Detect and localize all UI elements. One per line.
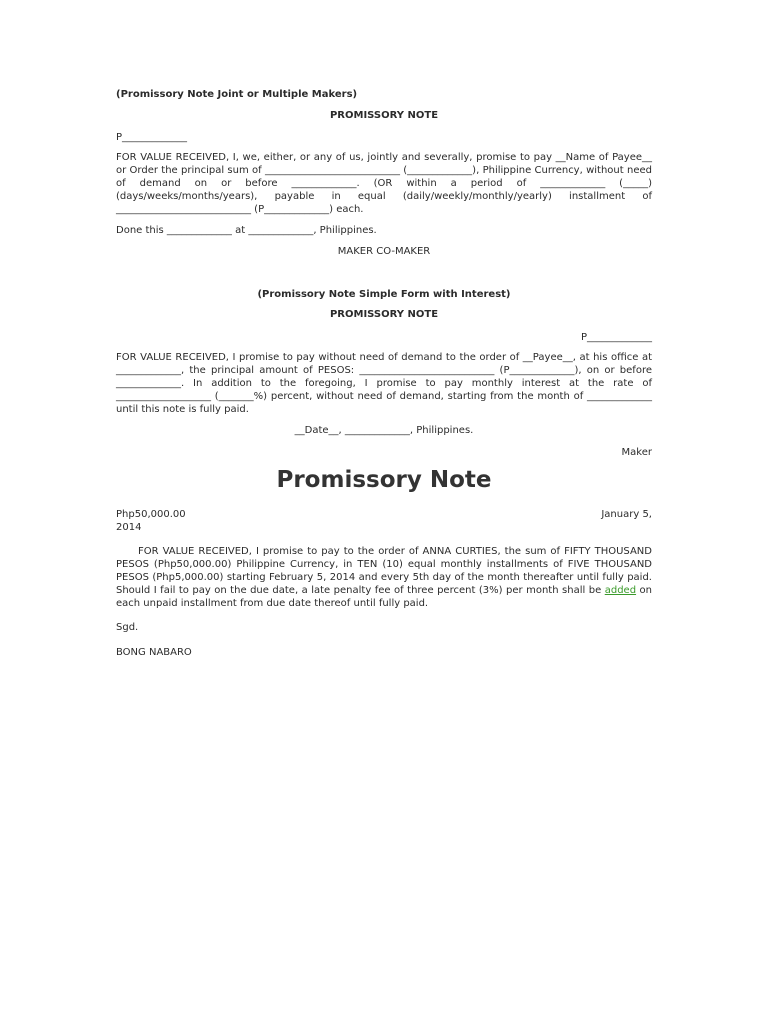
section3-title: Promissory Note [276, 467, 492, 493]
section3-date-year: 2014 [116, 522, 142, 533]
section1-body: FOR VALUE RECEIVED, I, we, either, or any of us, jointly and severally, promise to pay __Name of Payee__ or Order the principal sum of ___________________________ (_____________), Philippine Currency, without need of demand on or before _____________. (OR within a period of _____________ (_____) (days/weeks/months/years), payable in equal (daily/weekly/monthly/yearly) installment of ___________________________ (P_____________) each. [116, 152, 652, 215]
section3-body [116, 545, 652, 610]
section1-signatories: MAKER CO-MAKER [337, 246, 431, 257]
section2-body: FOR VALUE RECEIVED, I promise to pay without need of demand to the order of __Payee__, at his office at _____________, the principal amount of PESOS: ___________________________ (P_____________), on or before _____________. In addition to the foregoing, I promise to pay monthly interest at the rate of ___________________ (_______%) percent, without need of demand, starting from the month of _____________ until this note is fully paid. [116, 352, 652, 415]
section2-amount-line: P_____________ [580, 332, 652, 343]
section1-done-line: Done this _____________ at _____________, Philippines. [116, 225, 377, 236]
section3-body-text-2: on each unpaid installment from due date thereof until fully paid. [116, 585, 652, 609]
section3-amount: Php50,000.00 [116, 509, 186, 520]
section2-title: PROMISSORY NOTE [329, 309, 439, 320]
section2-date-line: __Date__, _____________, Philippines. [294, 425, 474, 436]
section1-amount-line: P_____________ [116, 132, 188, 143]
section3-body-text-1: FOR VALUE RECEIVED, I promise to pay to the order of ANNA CURTIES, the sum of FIFTY THOUSAND PESOS (Php50,000.00) Philippine Currency, in TEN (10) equal monthly installments of FIVE THOUSAND PESOS (Php5,000.00) starting February 5, 2014 and every 5th day of the month thereafter until fully paid. Should I fail to pay on the due date, a late penalty fee of three percent (3%) per month shall be [116, 546, 652, 596]
added-link[interactable]: added [604, 585, 637, 596]
section1-caption: (Promissory Note Joint or Multiple Makers) [116, 89, 358, 100]
section2-caption: (Promissory Note Simple Form with Interest) [257, 289, 511, 300]
section3-signer: BONG NABARO [116, 647, 192, 658]
section2-signatory: Maker [621, 447, 652, 458]
section1-title: PROMISSORY NOTE [329, 110, 439, 121]
section3-sgd: Sgd. [116, 622, 139, 633]
section3-date: January 5, [601, 509, 652, 520]
